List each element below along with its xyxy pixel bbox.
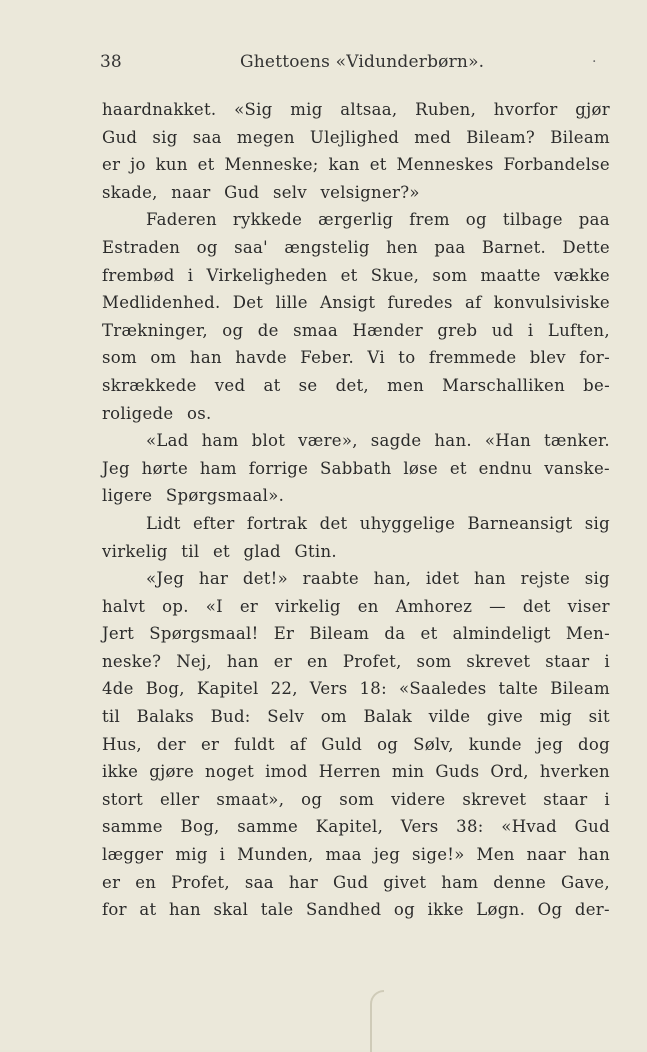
text-line: virkelig til et glad Gtin. bbox=[102, 541, 337, 561]
text-line: til Balaks Bud: Selv om Balak vilde give mig sit bbox=[102, 707, 610, 727]
text-line: Jeg hørte ham forrige Sabbath løse et endnu vanske- bbox=[102, 458, 610, 478]
text-line: Gud sig saa megen Ulejlighed med Bileam? Bileam bbox=[102, 127, 610, 147]
text-line: «Lad ham blot være», sagde han. «Han tænker. bbox=[146, 431, 610, 451]
text-line: Medlidenhed. Det lille Ansigt furedes af konvulsiviske bbox=[102, 293, 610, 313]
text-line: Estraden og saa' ængstelig hen paa Barnet. Dette bbox=[102, 237, 610, 257]
text-line: halvt op. «I er virkelig en Amhorez — det viser bbox=[102, 596, 610, 616]
text-line: Jert Spørgsmaal! Er Bileam da et almindeligt Men- bbox=[102, 624, 610, 644]
text-line: stort eller smaat», og som videre skrevet staar i bbox=[102, 789, 610, 809]
text-line: lægger mig i Munden, maa jeg sige!» Men naar han bbox=[102, 845, 610, 865]
text-line: Trækninger, og de smaa Hænder greb ud i Luften, bbox=[102, 320, 610, 340]
text-line: skade, naar Gud selv velsigner?» bbox=[102, 182, 420, 202]
text-line: frembød i Virkeligheden et Skue, som maatte vække bbox=[102, 265, 610, 285]
text-line: Lidt efter fortrak det uhyggelige Barneansigt sig bbox=[146, 513, 610, 533]
page-number: 38 bbox=[100, 52, 122, 72]
text-line: roligede os. bbox=[102, 403, 212, 423]
text-line: for at han skal tale Sandhed og ikke Løgn. Og der- bbox=[102, 900, 610, 920]
text-line: samme Bog, samme Kapitel, Vers 38: «Hvad Gud bbox=[102, 817, 610, 837]
text-line: er en Profet, saa har Gud givet ham denne Gave, bbox=[102, 872, 610, 892]
page-header bbox=[100, 52, 600, 76]
text-line: er jo kun et Menneske; kan et Menneskes Forbandelse bbox=[102, 155, 610, 175]
page-edge-mark bbox=[370, 990, 384, 1052]
text-line: skrækkede ved at se det, men Marschalliken be- bbox=[102, 375, 610, 395]
text-line: Hus, der er fuldt af Guld og Sølv, kunde jeg dog bbox=[102, 734, 610, 754]
text-line: ikke gjøre noget imod Herren min Guds Ord, hverken bbox=[102, 762, 610, 782]
body-text bbox=[102, 96, 610, 924]
running-title: Ghettoens «Vidunderbørn». bbox=[240, 52, 485, 72]
text-line: «Jeg har det!» raabte han, idet han rejste sig bbox=[146, 569, 610, 589]
text-line: 4de Bog, Kapitel 22, Vers 18: «Saaledes talte Bileam bbox=[102, 679, 610, 699]
text-line: ligere Spørgsmaal». bbox=[102, 486, 285, 506]
text-line: neske? Nej, han er en Profet, som skrevet staar i bbox=[102, 651, 610, 671]
text-line: haardnakket. «Sig mig altsaa, Ruben, hvorfor gjør bbox=[102, 100, 610, 119]
text-line: Faderen rykkede ærgerlig frem og tilbage paa bbox=[146, 210, 610, 230]
text-line: som om han havde Feber. Vi to fremmede blev for- bbox=[102, 348, 610, 368]
header-mark: . bbox=[592, 50, 597, 66]
